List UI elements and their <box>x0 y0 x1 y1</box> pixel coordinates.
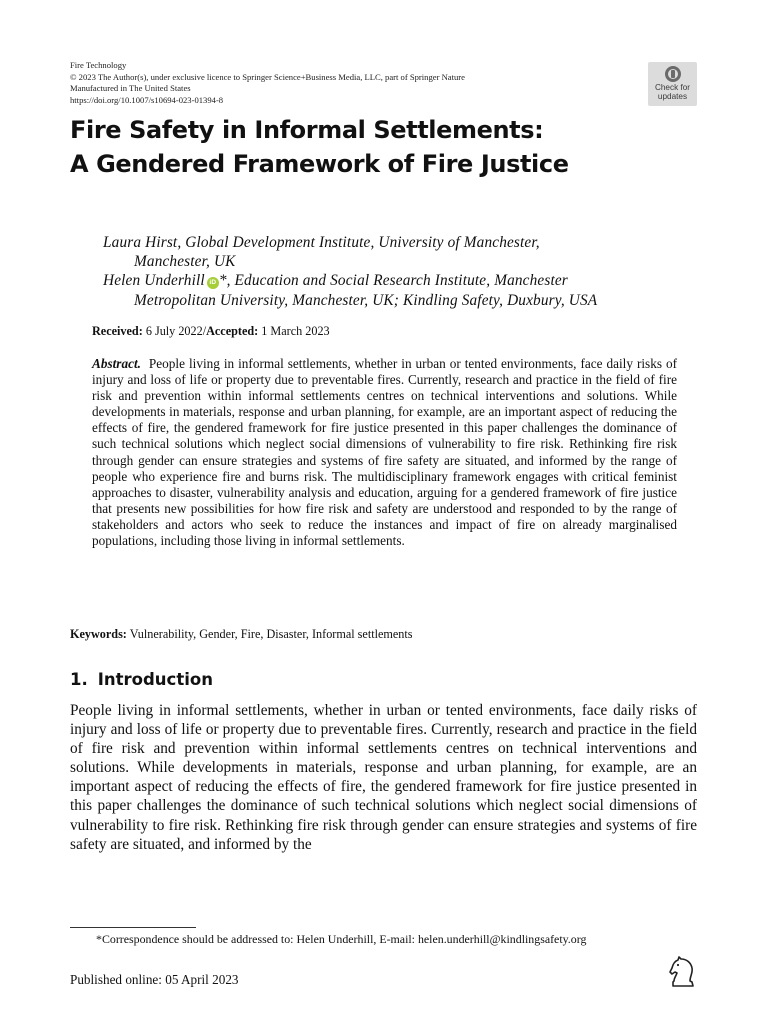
title-line2: A Gendered Framework of Fire Justice <box>70 150 569 178</box>
journal-header <box>70 60 465 106</box>
keywords-text: Vulnerability, Gender, Fire, Disaster, Informal settlements <box>129 627 413 641</box>
author-2-line1 <box>103 271 597 290</box>
footnote-divider <box>70 927 196 928</box>
keywords-label: Keywords: <box>70 627 127 641</box>
author-2-name[interactable]: Helen Underhill <box>103 272 205 290</box>
section-title: Introduction <box>97 670 213 689</box>
accepted-date: 1 March 2023 <box>261 324 330 338</box>
published-online: Published online: 05 April 2023 <box>70 972 239 987</box>
section-heading <box>70 669 213 691</box>
author-1-line1: Laura Hirst, Global Development Institute, University of Manchester, <box>103 234 540 251</box>
title-line1: Fire Safety in Informal Settlements: <box>70 116 544 144</box>
received-label: Received: <box>92 324 143 338</box>
keywords <box>70 627 413 642</box>
abstract-text: People living in informal settlements, whether in urban or tented environments, face daily risks of injury and loss of life or property due to preventable fires. Currently, research and practice in the field of fire risk and prevention within informal settlements centres on technical interventions and solutions. While developments in materials, response and urban planning, for example, are an important aspect of reducing the effects of fire, the gendered framework for fire justice presented in this paper challenges the dominance of such technical solutions which neglect social dimensions of vulnerability to fire risk. Rethinking fire risk through gender can ensure strategies and systems of fire safety are situated, and informed by the range of people who experience fire and burns risk. The multidisciplinary framework engages with critical feminist approaches to disaster, vulnerability analysis and education, arguing for a gendered framework of fire justice that presents new possibilities for how fire risk and safety are understood and responded to by the range of stakeholders and actors who seek to reduce the instances and impact of fire on already marginalised populations, including those living in informal settlements. <box>92 356 678 549</box>
abstract-label: Abstract. <box>92 356 141 371</box>
badge-label-line2: updates <box>657 91 688 101</box>
date-separator: / <box>202 324 207 338</box>
author-2-line2: Metropolitan University, Manchester, UK; Kindling Safety, Duxbury, USA <box>134 291 598 309</box>
check-for-updates-badge[interactable] <box>648 62 697 106</box>
orcid-icon[interactable]: iD <box>207 277 219 289</box>
author-1-line2: Manchester, UK <box>134 253 236 271</box>
received-date: 6 July 2022 <box>145 324 203 338</box>
springer-knight-logo <box>668 956 698 988</box>
doi-link[interactable]: https://doi.org/10.1007/s10694-023-01394-8 <box>70 94 224 105</box>
badge-label <box>648 84 697 101</box>
accepted-label: Accepted: <box>206 324 259 338</box>
copyright-line: © 2023 The Author(s), under exclusive licence to Springer Science+Business Media, LLC, part of Springer Nature <box>70 71 465 82</box>
manufactured-line: Manufactured in The United States <box>70 83 191 94</box>
author-block <box>103 233 597 310</box>
badge-label-line1: Check for <box>654 83 691 92</box>
check-for-updates-icon <box>665 66 681 82</box>
article-title <box>70 113 569 181</box>
introduction-paragraph: People living in informal settlements, whether in urban or tented environments, face daily risks of injury and loss of life or property due to preventable fires. Currently, research and practice in the field of fire risk and prevention within informal settlements centres on technical interventions and solutions. While developments in materials, response and urban planning, for example, are an important aspect of reducing the effects of fire, the gendered framework for fire justice presented in this paper challenges the dominance of such technical solutions which neglect social dimensions of vulnerability to fire risk. Rethinking fire risk through gender can ensure strategies and systems of fire safety are situated, and informed by the <box>70 702 697 853</box>
section-number: 1. <box>70 670 88 689</box>
article-dates <box>92 324 330 339</box>
author-2-affiliation: *, Education and Social Research Institute, Manchester <box>218 272 568 290</box>
journal-name: Fire Technology <box>70 60 127 70</box>
abstract <box>92 356 677 549</box>
correspondence-footnote: *Correspondence should be addressed to: Helen Underhill, E-mail: helen.underhill@kindlingsafety.org <box>96 932 587 946</box>
